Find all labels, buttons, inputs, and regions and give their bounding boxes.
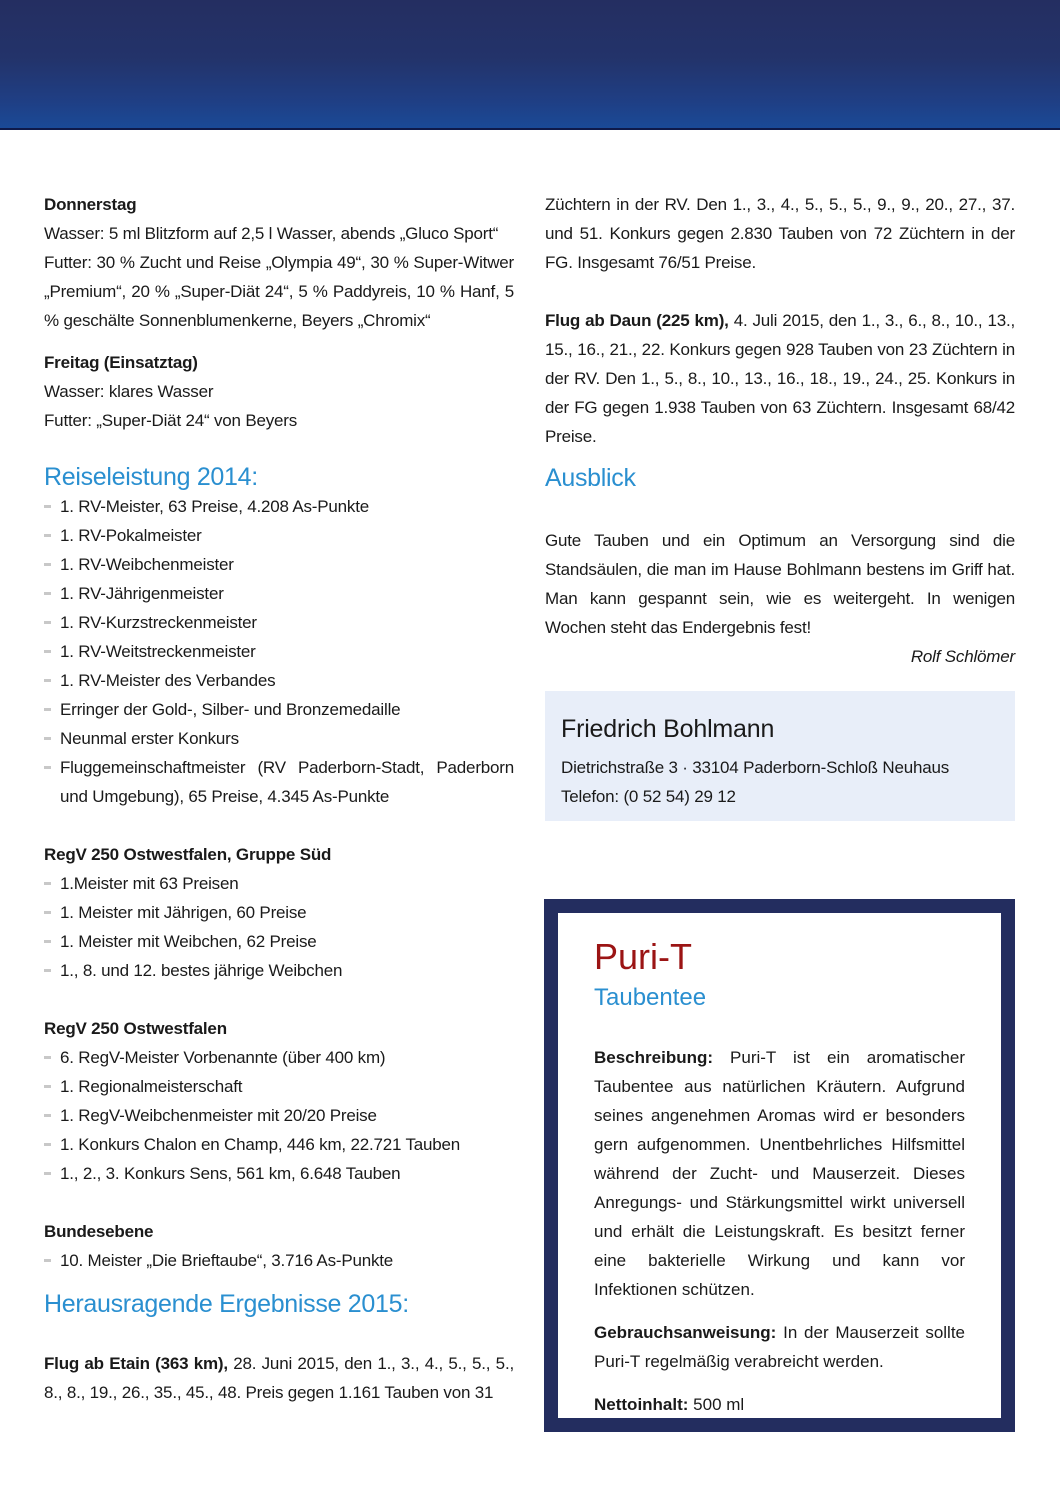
dash-bullet-icon bbox=[44, 708, 51, 711]
list-item bbox=[44, 956, 514, 985]
list-item-text: 1. Meister mit Jährigen, 60 Preise bbox=[60, 903, 307, 922]
etain-paragraph bbox=[44, 1349, 514, 1407]
header-band bbox=[0, 0, 1060, 130]
list-item-text: 1., 2., 3. Konkurs Sens, 561 km, 6.648 Tauben bbox=[60, 1164, 401, 1183]
donnerstag-wasser: Wasser: 5 ml Blitzform auf 2,5 l Wasser, abends „Gluco Sport“ bbox=[44, 224, 499, 243]
net-text: 500 ml bbox=[688, 1395, 745, 1414]
etain-continued: Züchtern in der RV. Den 1., 3., 4., 5., 5., 5., 9., 9., 20., 27., 37. und 51. Konkurs gegen 2.830 Tauben von 72 Züchtern in der FG. Insgesamt 76/51 Preise. bbox=[545, 195, 1015, 272]
dash-bullet-icon bbox=[44, 621, 51, 624]
daun-text: 4. Juli 2015, den 1., 3., 6., 8., 10., 13., 15., 16., 21., 22. Konkurs gegen 928 Tauben von 23 Züchtern in der RV. Den 1., 5., 8., 10., 13., 16., 18., 19., 24., 25. Konkurs in der FG gegen 1.938 Tauben von 63 Züchtern. Insgesamt 68/42 Preise. bbox=[545, 311, 1016, 446]
reiseleistung-list bbox=[44, 492, 514, 811]
product-description bbox=[594, 1043, 965, 1304]
list-item bbox=[44, 637, 514, 666]
usage-text: In der Mauserzeit sollte Puri-T regelmäßig verabreicht werden. bbox=[594, 1323, 965, 1371]
list-item-text: 1. Konkurs Chalon en Champ, 446 km, 22.721 Tauben bbox=[60, 1135, 461, 1154]
daun-paragraph bbox=[545, 306, 1015, 451]
dash-bullet-icon bbox=[44, 940, 51, 943]
list-item-text: 1. RV-Jährigenmeister bbox=[60, 584, 224, 603]
dash-bullet-icon bbox=[44, 882, 51, 885]
list-item-text: 6. RegV-Meister Vorbenannte (über 400 km) bbox=[60, 1048, 386, 1067]
dash-bullet-icon bbox=[44, 534, 51, 537]
dash-bullet-icon bbox=[44, 592, 51, 595]
description-label: Beschreibung: bbox=[594, 1048, 714, 1067]
list-item bbox=[44, 695, 514, 724]
list-item-text: 1. RV-Weibchenmeister bbox=[60, 555, 234, 574]
list-item-text: Erringer der Gold-, Silber- und Bronzemedaille bbox=[60, 700, 401, 719]
ausblick-text: Gute Tauben und ein Optimum an Versorgung sind die Standsäulen, die man im Hause Bohlmann bestens im Griff hat. Man kann gespannt sein, wie es weitergeht. In wenigen Wochen steht das Endergebnis fest! bbox=[545, 531, 1015, 637]
left-column bbox=[44, 190, 514, 1407]
dash-bullet-icon bbox=[44, 505, 51, 508]
product-usage bbox=[594, 1318, 965, 1376]
list-item-text: 1. RV-Kurzstreckenmeister bbox=[60, 613, 257, 632]
author-signature: Rolf Schlömer bbox=[910, 647, 1015, 666]
bundesebene-title: Bundesebene bbox=[44, 1222, 154, 1241]
dash-bullet-icon bbox=[44, 650, 51, 653]
list-item bbox=[44, 1159, 514, 1188]
list-item-text: Fluggemeinschaftmeister (RV Paderborn-Stadt, Paderborn und Umgebung), 65 Preise, 4.345 As-Punkte bbox=[60, 758, 514, 806]
list-item-text: 1. RegV-Weibchenmeister mit 20/20 Preise bbox=[60, 1106, 377, 1125]
ausblick-heading: Ausblick bbox=[545, 464, 636, 492]
regv-sued-list bbox=[44, 869, 514, 985]
dash-bullet-icon bbox=[44, 1172, 51, 1175]
product-net-content bbox=[594, 1390, 965, 1419]
list-item-text: 1. RV-Meister, 63 Preise, 4.208 As-Punkte bbox=[60, 497, 369, 516]
list-item bbox=[44, 1246, 514, 1275]
donnerstag-futter: Futter: 30 % Zucht und Reise „Olympia 49“, 30 % Super-Witwer „Premium“, 20 % „Super-Diät 24“, 5 % Paddyreis, 10 % Hanf, 5 % geschälte Sonnenblumenkerne, Beyers „Chromix“ bbox=[44, 253, 514, 330]
list-item-text: 1., 8. und 12. bestes jährige Weibchen bbox=[60, 961, 343, 980]
list-item bbox=[44, 927, 514, 956]
usage-label: Gebrauchsanweisung: bbox=[594, 1323, 777, 1342]
list-item-text: 1. RV-Meister des Verbandes bbox=[60, 671, 276, 690]
list-item bbox=[44, 898, 514, 927]
etain-label: Flug ab Etain (363 km), bbox=[44, 1354, 228, 1373]
list-item bbox=[44, 492, 514, 521]
net-label: Nettoinhalt: bbox=[594, 1395, 689, 1414]
list-item bbox=[44, 666, 514, 695]
freitag-title: Freitag (Einsatztag) bbox=[44, 353, 198, 372]
dash-bullet-icon bbox=[44, 737, 51, 740]
list-item bbox=[44, 550, 514, 579]
contact-address: Dietrichstraße 3 · 33104 Paderborn-Schloß Neuhaus bbox=[561, 758, 950, 777]
regv-list bbox=[44, 1043, 514, 1188]
list-item bbox=[44, 579, 514, 608]
donnerstag-title: Donnerstag bbox=[44, 195, 137, 214]
list-item-text: 1. RV-Pokalmeister bbox=[60, 526, 202, 545]
dash-bullet-icon bbox=[44, 563, 51, 566]
dash-bullet-icon bbox=[44, 766, 51, 769]
ergebnisse-heading: Herausragende Ergebnisse 2015: bbox=[44, 1290, 409, 1318]
regv-sued-title: RegV 250 Ostwestfalen, Gruppe Süd bbox=[44, 845, 332, 864]
reiseleistung-heading: Reiseleistung 2014: bbox=[44, 463, 258, 491]
list-item-text: 1.Meister mit 63 Preisen bbox=[60, 874, 239, 893]
product-subtitle: Taubentee bbox=[594, 984, 707, 1011]
list-item bbox=[44, 1043, 514, 1072]
product-inner bbox=[558, 913, 1001, 1418]
list-item bbox=[44, 1072, 514, 1101]
list-item bbox=[44, 521, 514, 550]
dash-bullet-icon bbox=[44, 911, 51, 914]
list-item bbox=[44, 753, 514, 811]
dash-bullet-icon bbox=[44, 1143, 51, 1146]
contact-name: Friedrich Bohlmann bbox=[561, 715, 775, 743]
list-item-text: 1. Regionalmeisterschaft bbox=[60, 1077, 243, 1096]
dash-bullet-icon bbox=[44, 1085, 51, 1088]
contact-box bbox=[545, 691, 1015, 821]
list-item bbox=[44, 869, 514, 898]
dash-bullet-icon bbox=[44, 969, 51, 972]
product-box bbox=[544, 899, 1015, 1432]
contact-phone: Telefon: (0 52 54) 29 12 bbox=[561, 787, 736, 806]
bundesebene-list bbox=[44, 1246, 514, 1275]
dash-bullet-icon bbox=[44, 679, 51, 682]
dash-bullet-icon bbox=[44, 1259, 51, 1262]
list-item-text: Neunmal erster Konkurs bbox=[60, 729, 239, 748]
right-column bbox=[545, 190, 1015, 821]
product-title: Puri-T bbox=[594, 936, 692, 977]
list-item bbox=[44, 608, 514, 637]
list-item-text: 1. Meister mit Weibchen, 62 Preise bbox=[60, 932, 317, 951]
dash-bullet-icon bbox=[44, 1114, 51, 1117]
regv-title: RegV 250 Ostwestfalen bbox=[44, 1019, 227, 1038]
list-item bbox=[44, 1130, 514, 1159]
list-item-text: 1. RV-Weitstreckenmeister bbox=[60, 642, 256, 661]
freitag-wasser: Wasser: klares Wasser bbox=[44, 382, 214, 401]
list-item bbox=[44, 724, 514, 753]
list-item bbox=[44, 1101, 514, 1130]
list-item-text: 10. Meister „Die Brieftaube“, 3.716 As-Punkte bbox=[60, 1251, 394, 1270]
description-text: Puri-T ist ein aromatischer Taubentee aus natürlichen Kräutern. Aufgrund seines angenehmen Aromas wird er besonders gern aufgenommen. Unentbehrliches Hilfsmittel während der Zucht- und Mauserzeit. Dieses Anregungs- und Stärkungsmittel wirkt universell und erhält die Leistungskraft. Es besitzt ferner eine bakterielle Wirkung und kann vor Infektionen schützen. bbox=[594, 1048, 965, 1299]
daun-label: Flug ab Daun (225 km), bbox=[545, 311, 729, 330]
freitag-futter: Futter: „Super-Diät 24“ von Beyers bbox=[44, 411, 298, 430]
etain-text: 28. Juni 2015, den 1., 3., 4., 5., 5., 5., 8., 8., 19., 26., 35., 45., 48. Preis gegen 1.161 Tauben von 31 bbox=[44, 1354, 514, 1402]
dash-bullet-icon bbox=[44, 1056, 51, 1059]
